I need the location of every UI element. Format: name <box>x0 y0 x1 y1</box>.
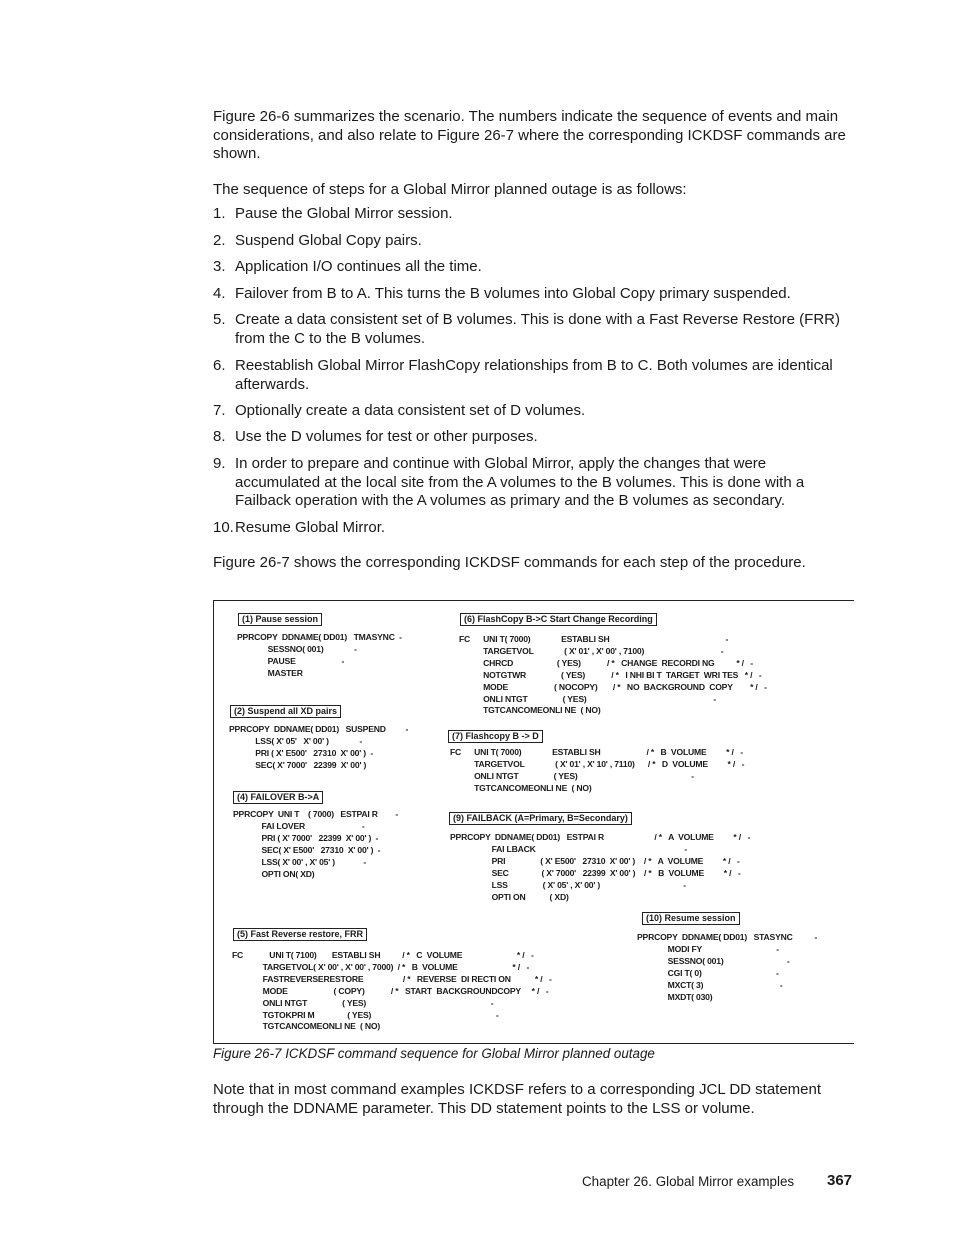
step-text: In order to prepare and continue with Global Mirror, apply the changes that were accumulated at the local site from the A volumes to the B volumes. This is done with a Failback operation with the A volumes as primary and the B volumes as secondary. <box>235 455 805 510</box>
code-flashcopy-b-d: FC UNI T( 7000) ESTABLI SH / * B VOLUME * / - TARGETVOL ( X' 01' , X' 10' , 7110) / * D VOLUME * / - ONLI NTGT ( YES) - TGTCANCOMEONLI NE ( NO) <box>450 747 745 793</box>
list-item <box>213 285 853 304</box>
list-item <box>213 232 853 251</box>
step-text: Create a data consistent set of B volumes. This is done with a Fast Reverse Restore (FRR) from the C to the B volumes. <box>235 311 840 347</box>
list-item <box>213 428 853 447</box>
step-number: 8. <box>213 428 226 445</box>
section-title-pause-session: (1) Pause session <box>238 613 322 626</box>
step-number: 2. <box>213 232 226 249</box>
step-text: Reestablish Global Mirror FlashCopy relationships from B to C. Both volumes are identical afterwards. <box>235 357 833 393</box>
note-paragraph: Note that in most command examples ICKDSF refers to a corresponding JCL DD statement through the DDNAME parameter. This DD statement points to the LSS or volume. <box>213 1081 822 1117</box>
step-number: 1. <box>213 205 226 222</box>
list-item <box>213 402 853 421</box>
section-title-failover: (4) FAILOVER B->A <box>233 791 323 804</box>
step-number: 3. <box>213 258 226 275</box>
code-suspend-pairs: PPRCOPY DDNAME( DD01) SUSPEND - LSS( X' 05' X' 00' ) - PRI ( X' E500' 27310 X' 00' ) - SEC( X' 7000' 22399 X' 00' ) <box>229 724 409 770</box>
step-text: Pause the Global Mirror session. <box>235 205 453 222</box>
step-number: 9. <box>213 455 226 472</box>
figure-reference: Figure 26-7 shows the corresponding ICKDSF commands for each step of the procedure. <box>213 554 806 571</box>
section-title-failback: (9) FAILBACK (A=Primary, B=Secondary) <box>449 812 632 825</box>
figure-box <box>213 600 854 1044</box>
step-text: Optionally create a data consistent set of D volumes. <box>235 402 586 419</box>
page-number: 367 <box>827 1172 853 1189</box>
step-text: Suspend Global Copy pairs. <box>235 232 422 249</box>
list-item <box>213 455 853 511</box>
list-item <box>213 519 853 538</box>
step-number: 4. <box>213 285 226 302</box>
step-text: Failover from B to A. This turns the B volumes into Global Copy primary suspended. <box>235 285 791 302</box>
section-title-fast-reverse-restore: (5) Fast Reverse restore, FRR <box>233 928 367 941</box>
step-number: 10. <box>213 519 234 536</box>
footer-chapter: Chapter 26. Global Mirror examples <box>582 1174 795 1189</box>
step-text: Application I/O continues all the time. <box>235 258 482 275</box>
section-title-suspend-pairs: (2) Suspend all XD pairs <box>230 705 341 718</box>
code-pause-session: PPRCOPY DDNAME( DD01) TMASYNC - SESSNO( 001) - PAUSE - MASTER <box>237 632 402 678</box>
step-number: 7. <box>213 402 226 419</box>
section-title-resume-session: (10) Resume session <box>642 912 740 925</box>
list-item <box>213 258 853 277</box>
list-item <box>213 311 853 348</box>
section-title-flashcopy-b-c: (6) FlashCopy B->C Start Change Recording <box>460 613 657 626</box>
code-resume-session: PPRCOPY DDNAME( DD01) STASYNC - MODI FY - SESSNO( 001) - CGI T( 0) - MXCT( 3) - MXDT( 030) <box>637 932 818 1002</box>
list-item <box>213 205 853 224</box>
section-title-flashcopy-b-d: (7) Flashcopy B -> D <box>448 730 543 743</box>
code-flashcopy-b-c: FC UNI T( 7000) ESTABLI SH - TARGETVOL ( X' 01' , X' 00' , 7100) - CHRCD ( YES) / * CHANGE RECORDI NG * / - NOTGTWR ( YES) / * I NHI BI T TARGET WRI TES * / - MODE ( NOCOPY) / * NO BACKGROUND COPY * / - ONLI NTGT ( YES) - TGTCANCOMEONLI NE ( NO) <box>459 634 767 716</box>
step-number: 6. <box>213 357 226 374</box>
list-item <box>213 357 853 394</box>
step-number: 5. <box>213 311 226 328</box>
code-fast-reverse-restore: FC UNI T( 7100) ESTABLI SH / * C VOLUME * / - TARGETVOL( X' 00' , X' 00' , 7000) / * B VOLUME * / - FASTREVERSERESTORE / * REVERSE DI RECTI ON * / - MODE ( COPY) / * START BACKGROUNDCOPY * / - ONLI NTGT ( YES) - TGTOKPRI M ( YES) - TGTCANCOMEONLI NE ( NO) <box>232 950 552 1032</box>
code-failover: PPRCOPY UNI T ( 7000) ESTPAI R - FAI LOVER - PRI ( X' 7000' 22399 X' 00' ) - SEC( X' E500' 27310 X' 00' ) - LSS( X' 00' , X' 05' ) - OPTI ON( XD) <box>233 809 398 879</box>
steps-intro: The sequence of steps for a Global Mirror planned outage is as follows: <box>213 181 687 198</box>
intro-paragraph: Figure 26-6 summarizes the scenario. The numbers indicate the sequence of events and main considerations, and also relate to Figure 26-7 where the corresponding ICKDSF commands are shown. <box>213 108 846 163</box>
step-text: Resume Global Mirror. <box>235 519 386 536</box>
code-failback: PPRCOPY DDNAME( DD01) ESTPAI R / * A VOLUME * / - FAI LBACK - PRI ( X' E500' 27310 X' 00' ) / * A VOLUME * / - SEC ( X' 7000' 22399 X' 00' ) / * B VOLUME * / - LSS ( X' 05' , X' 00' ) - OPTI ON ( XD) <box>450 832 751 902</box>
step-text: Use the D volumes for test or other purposes. <box>235 428 538 445</box>
figure-caption: Figure 26-7 ICKDSF command sequence for Global Mirror planned outage <box>213 1046 655 1061</box>
